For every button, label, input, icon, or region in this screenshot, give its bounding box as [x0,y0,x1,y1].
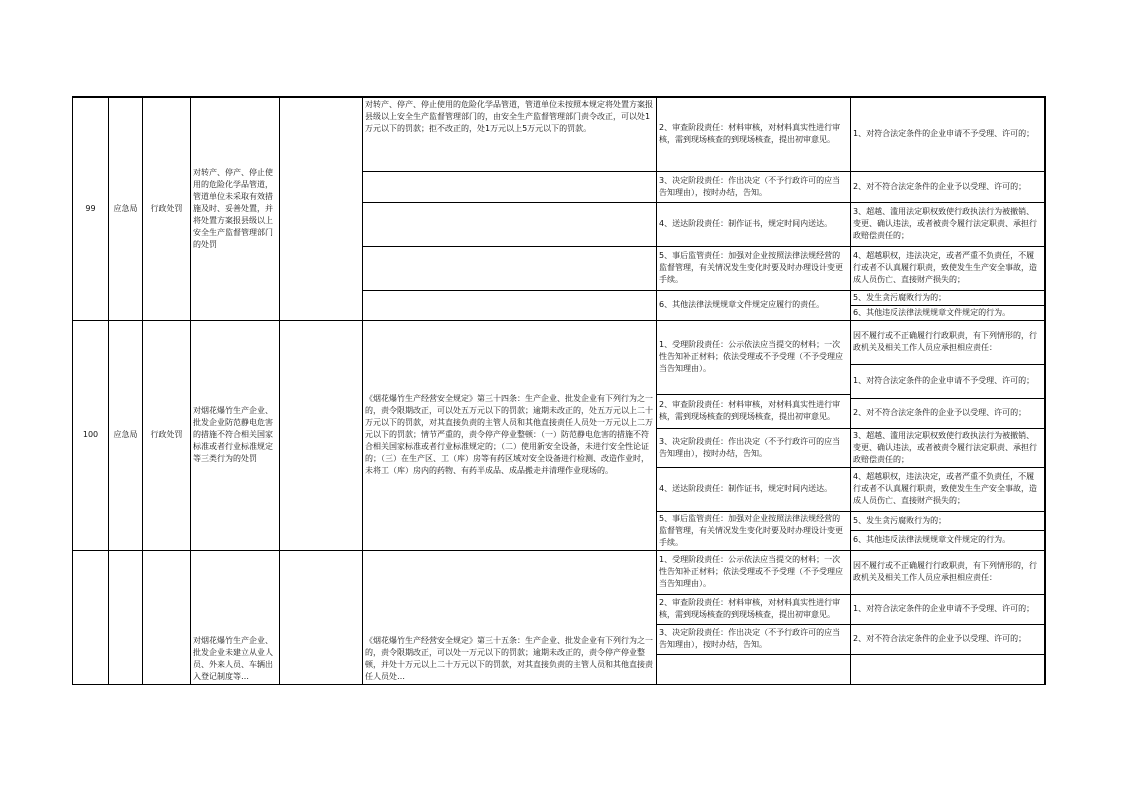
duty-cell: 4、送达阶段责任：制作证书，规定时间内送达。 [657,202,851,246]
duty-cell: 6、其他法律法规规章文件规定应履行的责任。 [657,290,851,320]
duty-cell: 3、决定阶段责任：作出决定（不予行政许可的应当告知理由），按时办结，告知。 [657,428,851,467]
responsibility-table-page [72,96,1044,681]
liability-cell: 2、对不符合法定条件的企业予以受理、许可的； [851,624,1045,654]
responsibility-table [72,96,1046,685]
liability-cell: 4、超越职权，违法决定，或者严重不负责任，不履行或者不认真履行职责，致使发生生产安全事故，造成人员伤亡、直接财产损失的； [851,246,1045,290]
item-code [280,550,363,684]
department: 应急局 [109,320,143,550]
power-type [143,550,191,684]
duty-cell: 2、审查阶段责任：材料审核，对材料真实性进行审核，需到现场核查的到现场核查，提出初审意见。 [657,97,851,171]
duty-cell: 5、事后监管责任：加强对企业按照法律法规经营的监督管理，有关情况发生变化时要及时办理设计变更手续。 [657,511,851,550]
row-number [73,550,109,684]
power-type: 行政处罚 [143,320,191,550]
liability-cell-blank [851,654,1045,684]
item-code [280,320,363,550]
duty-cell: 1、受理阶段责任：公示依法应当提交的材料；一次性告知补正材料；依法受理或不予受理（不予受理应当告知理由）。 [657,550,851,594]
duty-cell: 2、审查阶段责任：材料审核，对材料真实性进行审核，需到现场核查的到现场核查，提出初审意见。 [657,594,851,624]
duty-cell: 5、事后监管责任：加强对企业按照法律法规经营的监督管理，有关情况发生变化时要及时办理设计变更手续。 [657,246,851,290]
item-code [280,97,363,320]
item-name: 对烟花爆竹生产企业、批发企业防范静电危害的措施不符合相关国家标准或者行业标准规定等三类行为的处罚 [191,320,280,550]
liability-cell: 6、其他违反法律法规规章文件规定的行为。 [851,305,1045,320]
duty-cell-blank [657,654,851,684]
liability-cell: 3、超越、滥用法定职权致使行政执法行为被撤销、变更、确认违法，或者被责令履行法定职责、承担行政赔偿责任的； [851,428,1045,467]
power-type: 行政处罚 [143,97,191,320]
legal-basis: 对转产、停产、停止使用的危险化学品管道，管道单位未按照本规定将处置方案报县级以上安全生产监督管理部门的，由安全生产监督管理部门责令改正，可以处1万元以下的罚款；拒不改正的，处1万元以上5万元以下的罚款。 [363,97,657,171]
legal-basis-blank [363,171,657,202]
legal-basis: 《烟花爆竹生产经营安全规定》第三十四条：生产企业、批发企业有下列行为之一的，责令限期改正，可以处五万元以下的罚款；逾期未改正的，处五万元以上二十万元以下的罚款，对其直接负责的主管人员和其他直接责任人员处一万元以上二万元以下的罚款；情节严重的，责令停产停业整顿：（一）防范静电危害的措施不符合相关国家标准或者行业标准规定的；（二）使用新安全设备，未进行安全性论证的；（三）在生产区、工（库）房等有药区域对安全设备进行检测、改造作业时，未将工（库）房内的药物、有药半成品、成品搬走并清理作业现场的。 [363,320,657,550]
liability-cell: 2、对不符合法定条件的企业予以受理、许可的； [851,398,1045,428]
table-row [73,320,1045,364]
department [109,550,143,684]
liability-cell: 1、对符合法定条件的企业申请不予受理、许可的； [851,594,1045,624]
item-name: 对转产、停产、停止使用的危险化学品管道，管道单位未采取有效措施及时、妥善处置，并将处置方案报县级以上安全生产监督管理部门的处罚 [191,97,280,320]
table-row [73,97,1045,171]
duty-cell: 3、决定阶段责任：作出决定（不予行政许可的应当告知理由），按时办结，告知。 [657,624,851,654]
legal-basis-blank [363,202,657,246]
department: 应急局 [109,97,143,320]
legal-basis-blank [363,246,657,290]
liability-cell: 6、其他违反法律法规规章文件规定的行为。 [851,531,1045,551]
legal-basis: 《烟花爆竹生产经营安全规定》第三十五条：生产企业、批发企业有下列行为之一的，责令限期改正，可以处一万元以下的罚款；逾期未改正的，责令停产停业整顿，并处十万元以上二十万元以下的罚款，对其直接负责的主管人员和其他直接责任人员处… [363,550,657,684]
liability-cell: 5、发生贪污腐败行为的； [851,290,1045,305]
liability-cell: 因不履行或不正确履行行政职责，有下列情形的，行政机关及相关工作人员应承担相应责任： [851,320,1045,364]
duty-cell: 4、送达阶段责任：制作证书，规定时间内送达。 [657,467,851,511]
legal-basis-blank [363,290,657,320]
liability-cell: 1、对符合法定条件的企业申请不予受理、许可的； [851,364,1045,398]
table-row [73,550,1045,594]
item-name: 对烟花爆竹生产企业、批发企业未建立从业人员、外来人员、车辆出入登记制度等… [191,550,280,684]
liability-cell: 1、对符合法定条件的企业申请不予受理、许可的； [851,97,1045,171]
liability-cell: 因不履行或不正确履行行政职责，有下列情形的，行政机关及相关工作人员应承担相应责任： [851,550,1045,594]
row-number: 99 [73,97,109,320]
duty-cell: 2、审查阶段责任：材料审核，对材料真实性进行审核，需到现场核查的到现场核查，提出初审意见。 [657,394,851,428]
liability-cell: 3、超越、滥用法定职权致使行政执法行为被撤销、变更、确认违法，或者被责令履行法定职责、承担行政赔偿责任的； [851,202,1045,246]
liability-cell: 5、发生贪污腐败行为的； [851,511,1045,531]
duty-cell: 1、受理阶段责任：公示依法应当提交的材料；一次性告知补正材料；依法受理或不予受理（不予受理应当告知理由）。 [657,320,851,394]
liability-cell: 4、超越职权，违法决定，或者严重不负责任，不履行或者不认真履行职责，致使发生生产安全事故，造成人员伤亡、直接财产损失的； [851,467,1045,511]
liability-cell: 2、对不符合法定条件的企业予以受理、许可的； [851,171,1045,202]
duty-cell: 3、决定阶段责任：作出决定（不予行政许可的应当告知理由），按时办结，告知。 [657,171,851,202]
row-number: 100 [73,320,109,550]
